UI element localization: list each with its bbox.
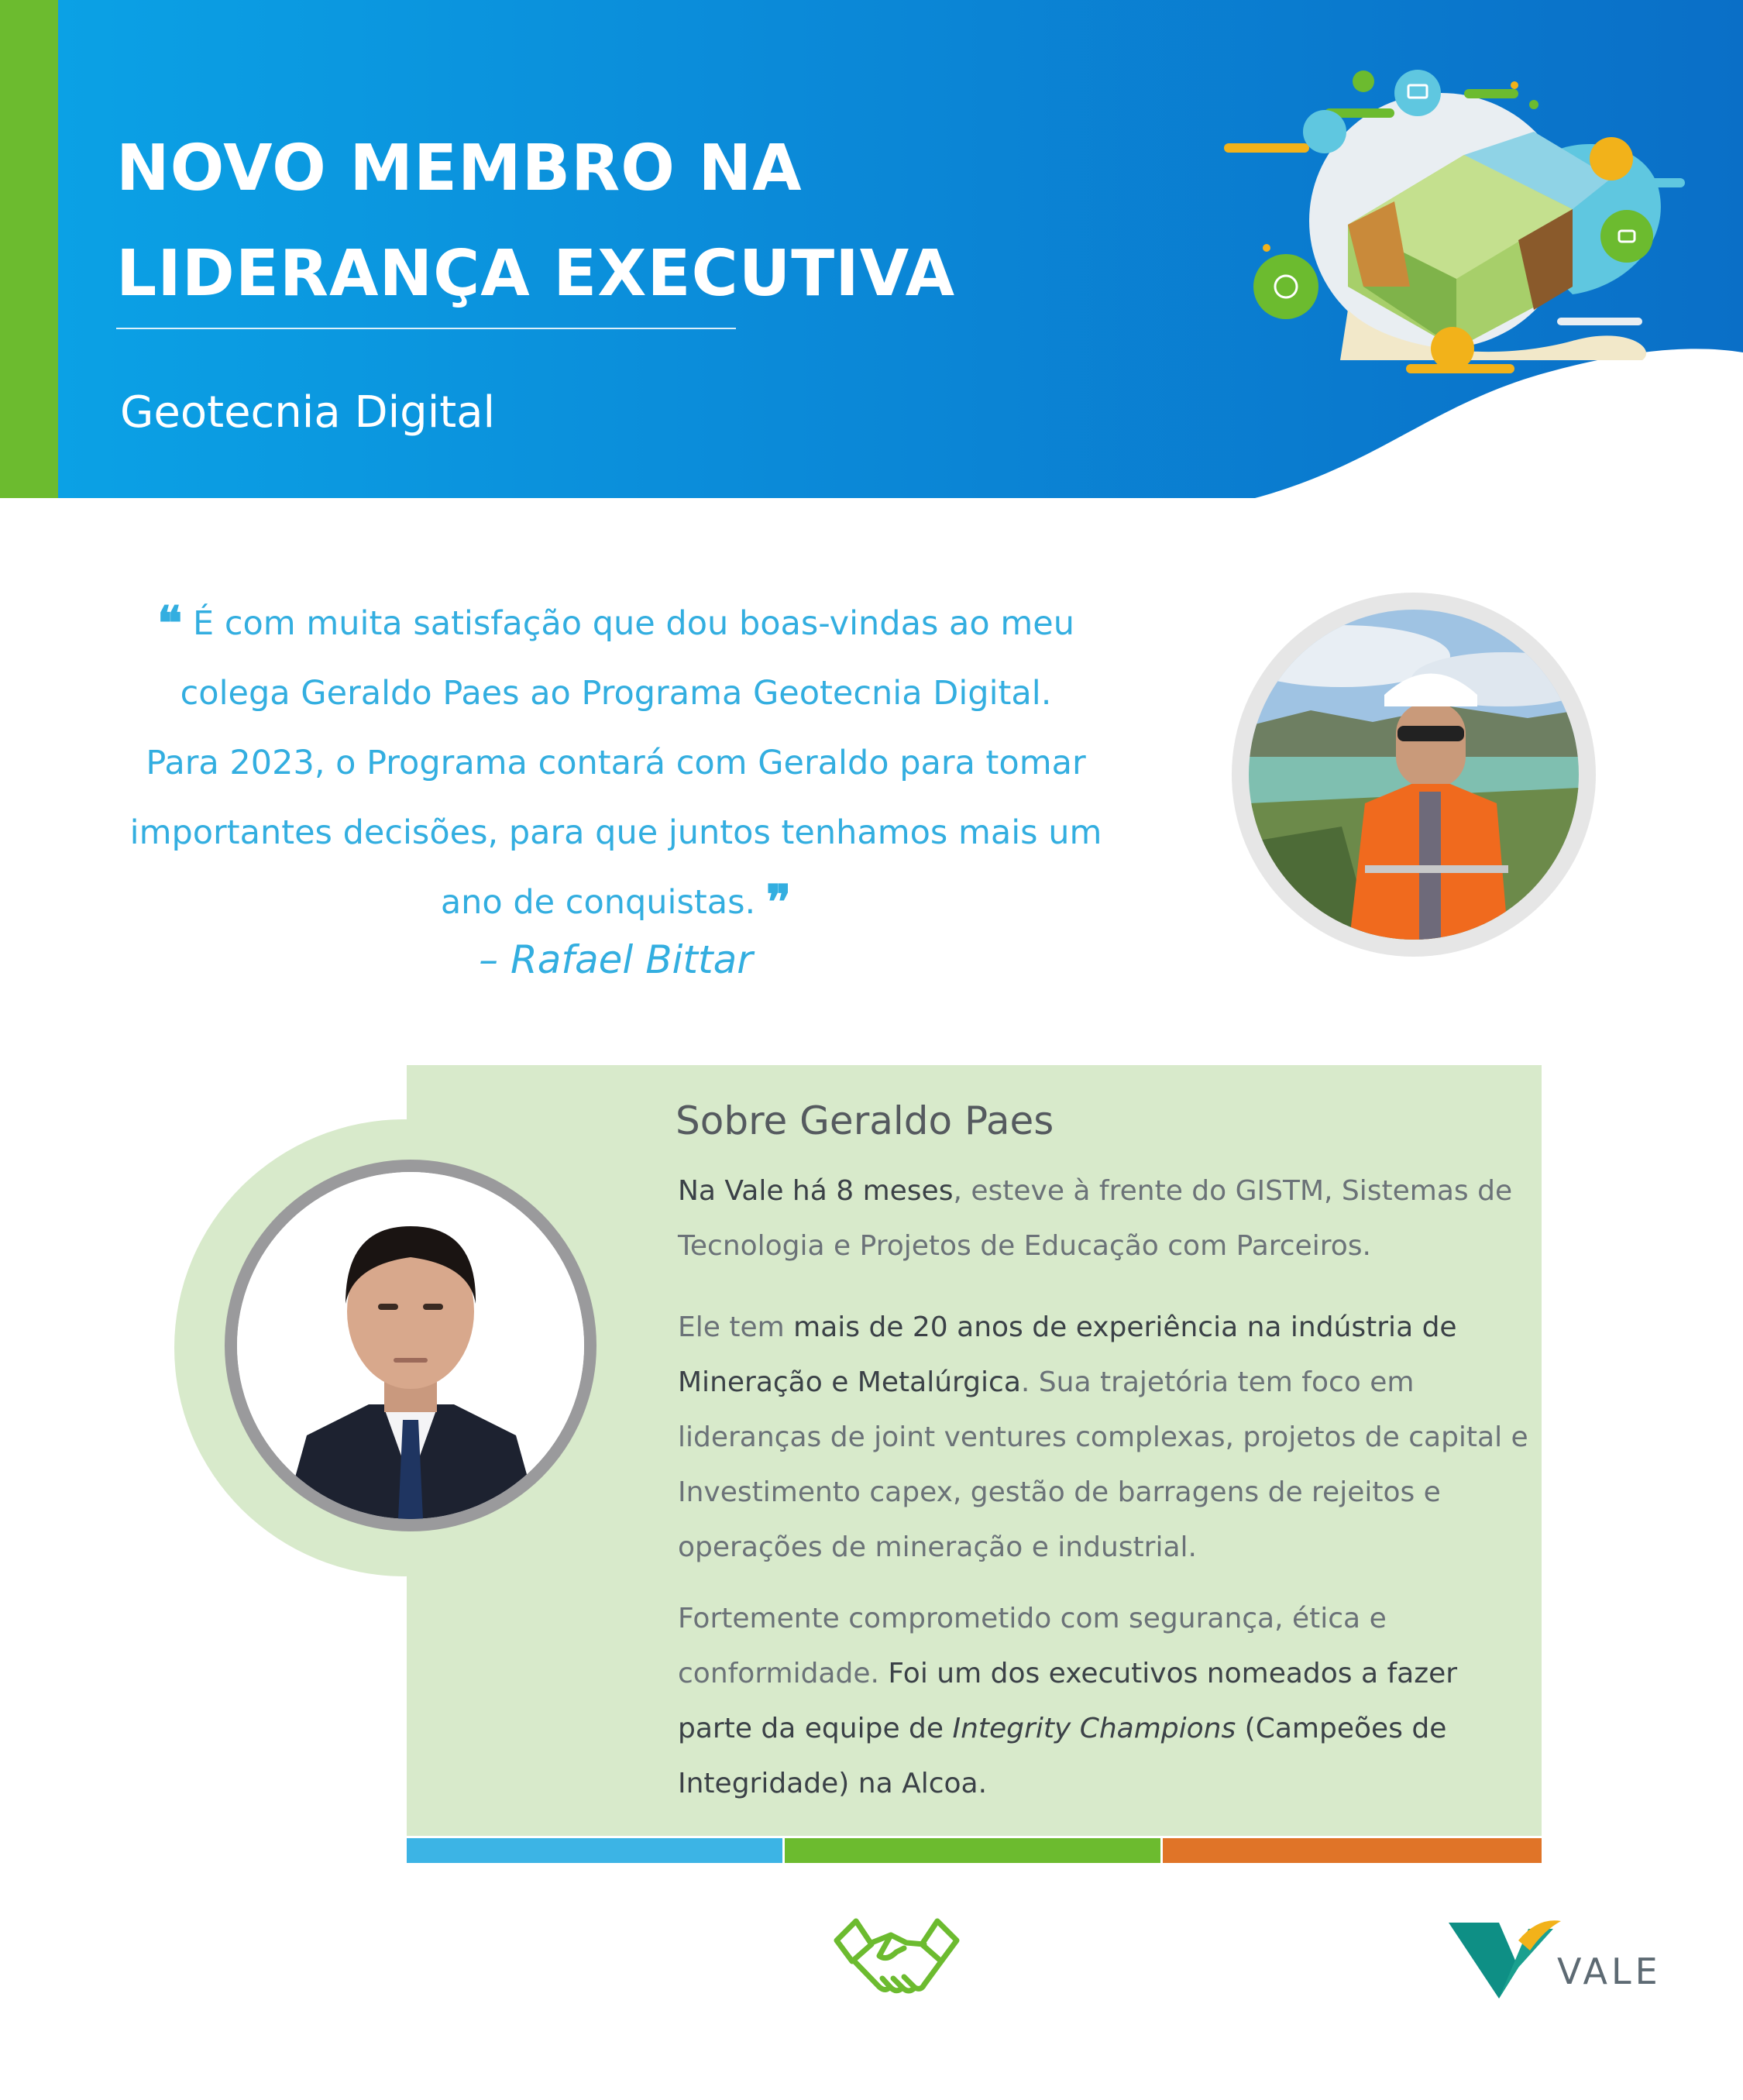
open-quote-icon: ❝: [157, 596, 183, 651]
orange-color-bar: [1163, 1838, 1542, 1863]
portrait-photo: [237, 1172, 584, 1519]
about-paragraph-3: [678, 1591, 1538, 1811]
about-title: Sobre Geraldo Paes: [676, 1098, 1054, 1143]
p2-lead: Ele tem: [678, 1311, 794, 1343]
quote-block: [116, 589, 1116, 937]
p3-lead: Fortemente comprometido com segurança, ética e conformidade.: [678, 1603, 1387, 1689]
about-paragraph-2: [678, 1300, 1538, 1575]
vale-tenure-highlight: Na Vale há 8 meses: [678, 1175, 954, 1207]
header-banner: [0, 0, 1743, 498]
experience-highlight: mais de 20 anos de experiência na indústria de Mineração e Metalúrgica: [678, 1311, 1457, 1398]
page-subtitle: Geotecnia Digital: [120, 387, 496, 438]
integrity-champions-term: Integrity Champions: [952, 1713, 1236, 1744]
close-quote-icon: ❞: [765, 875, 792, 930]
field-photo: [1249, 610, 1579, 940]
title-line-1: NOVO MEMBRO NA: [116, 132, 803, 205]
p2-text: . Sua trajetória tem foco em lideranças de joint ventures complexas, projetos de capital e Investimento capex, gestão de barragens de rejeitos e operações de mineração e industrial.: [678, 1366, 1528, 1563]
handshake-icon: [833, 1913, 961, 2010]
rafael-bittar-photo-frame: [1232, 593, 1596, 957]
quote-line-5: ano de conquistas.: [440, 883, 756, 922]
blue-color-bar: [407, 1838, 782, 1863]
p1-text: , esteve à frente do GISTM, Sistemas de Tecnologia e Projetos de Educação com Parceiros.: [678, 1175, 1513, 1262]
quote-line-2: colega Geraldo Paes ao Programa Geotecnia Digital.: [180, 674, 1052, 713]
quote-line-1: É com muita satisfação que dou boas-vindas ao meu: [193, 604, 1074, 643]
title-line-2: LIDERANÇA EXECUTIVA: [116, 237, 956, 311]
quote-author: – Rafael Bittar: [479, 937, 753, 982]
about-paragraph-1: [678, 1163, 1538, 1273]
integrity-highlight: Foi um dos executivos nomeados a fazer parte da equipe de: [678, 1658, 1458, 1744]
quote-line-3: Para 2023, o Programa contará com Geraldo para tomar: [146, 744, 1086, 782]
p3-tail: (Campeões de Integridade) na Alcoa.: [678, 1713, 1447, 1799]
green-color-bar: [785, 1838, 1160, 1863]
geraldo-paes-photo-frame: [225, 1160, 596, 1531]
vale-logo-text: VALE: [1557, 1950, 1662, 1992]
quote-line-4: importantes decisões, para que juntos tenhamos mais um: [129, 813, 1102, 852]
geotechnics-illustration: [1208, 54, 1704, 380]
